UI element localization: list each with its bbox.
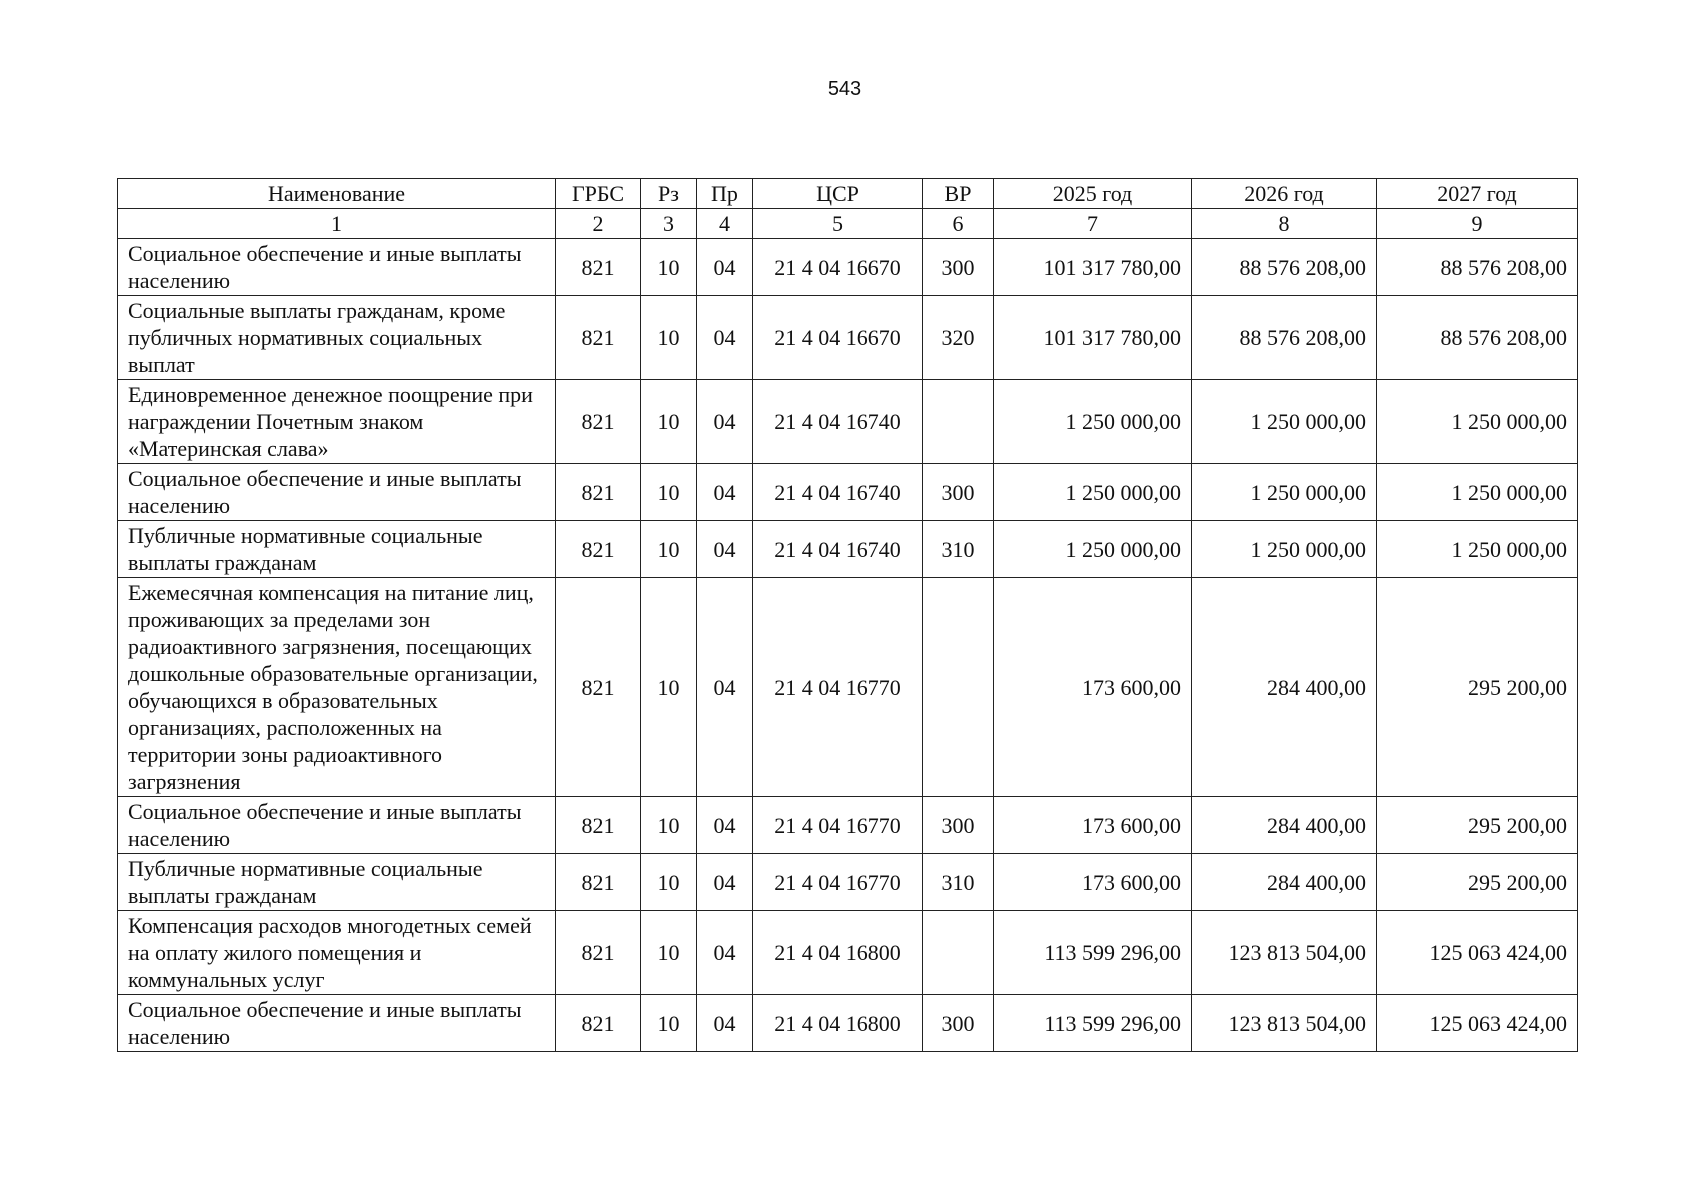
column-number: 4 xyxy=(697,209,753,239)
header-vr: ВР xyxy=(923,179,994,209)
row-vr: 320 xyxy=(923,296,994,380)
row-amount-2027: 1 250 000,00 xyxy=(1377,464,1578,521)
row-amount-2025: 1 250 000,00 xyxy=(994,464,1192,521)
column-number: 8 xyxy=(1192,209,1377,239)
table-row xyxy=(118,995,1578,1052)
row-csr: 21 4 04 16670 xyxy=(753,296,923,380)
row-rz: 10 xyxy=(641,995,697,1052)
table-row xyxy=(118,380,1578,464)
row-pr: 04 xyxy=(697,464,753,521)
row-amount-2025: 173 600,00 xyxy=(994,797,1192,854)
row-amount-2026: 1 250 000,00 xyxy=(1192,380,1377,464)
row-vr xyxy=(923,578,994,797)
header-2025: 2025 год xyxy=(994,179,1192,209)
row-amount-2026: 1 250 000,00 xyxy=(1192,521,1377,578)
row-amount-2027: 125 063 424,00 xyxy=(1377,995,1578,1052)
column-number-row xyxy=(118,209,1578,239)
column-number: 7 xyxy=(994,209,1192,239)
row-amount-2026: 284 400,00 xyxy=(1192,797,1377,854)
table-row xyxy=(118,464,1578,521)
row-vr: 300 xyxy=(923,995,994,1052)
row-name: Социальное обеспечение и иные выплаты населению xyxy=(118,995,556,1052)
row-amount-2027: 88 576 208,00 xyxy=(1377,296,1578,380)
row-vr xyxy=(923,911,994,995)
row-vr: 300 xyxy=(923,464,994,521)
table-row xyxy=(118,239,1578,296)
row-pr: 04 xyxy=(697,911,753,995)
row-vr: 310 xyxy=(923,521,994,578)
row-vr xyxy=(923,380,994,464)
page-number: 543 xyxy=(827,78,862,100)
row-name: Социальное обеспечение и иные выплаты населению xyxy=(118,239,556,296)
row-csr: 21 4 04 16770 xyxy=(753,854,923,911)
row-amount-2027: 1 250 000,00 xyxy=(1377,521,1578,578)
row-name: Социальное обеспечение и иные выплаты населению xyxy=(118,464,556,521)
row-amount-2027: 1 250 000,00 xyxy=(1377,380,1578,464)
row-grbs: 821 xyxy=(556,797,641,854)
row-amount-2025: 101 317 780,00 xyxy=(994,296,1192,380)
column-number: 9 xyxy=(1377,209,1578,239)
row-rz: 10 xyxy=(641,296,697,380)
row-amount-2026: 88 576 208,00 xyxy=(1192,296,1377,380)
row-pr: 04 xyxy=(697,521,753,578)
row-csr: 21 4 04 16800 xyxy=(753,995,923,1052)
row-pr: 04 xyxy=(697,854,753,911)
row-pr: 04 xyxy=(697,578,753,797)
header-name: Наименование xyxy=(118,179,556,209)
row-rz: 10 xyxy=(641,239,697,296)
header-2026: 2026 год xyxy=(1192,179,1377,209)
row-amount-2025: 101 317 780,00 xyxy=(994,239,1192,296)
row-name: Публичные нормативные социальные выплаты гражданам xyxy=(118,521,556,578)
row-amount-2026: 123 813 504,00 xyxy=(1192,995,1377,1052)
header-pr: Пр xyxy=(697,179,753,209)
row-amount-2027: 125 063 424,00 xyxy=(1377,911,1578,995)
header-rz: Рз xyxy=(641,179,697,209)
header-csr: ЦСР xyxy=(753,179,923,209)
row-amount-2026: 88 576 208,00 xyxy=(1192,239,1377,296)
row-name: Единовременное денежное поощрение при награждении Почетным знаком «Материнская слава» xyxy=(118,380,556,464)
row-name: Социальные выплаты гражданам, кроме публичных нормативных социальных выплат xyxy=(118,296,556,380)
row-name: Ежемесячная компенсация на питание лиц, проживающих за пределами зон радиоактивного загрязнения, посещающих дошкольные образовательные организации, обучающихся в образовательных организациях, расположенных на территории зоны радиоактивного загрязнения xyxy=(118,578,556,797)
row-grbs: 821 xyxy=(556,995,641,1052)
row-amount-2027: 295 200,00 xyxy=(1377,854,1578,911)
column-number: 3 xyxy=(641,209,697,239)
row-rz: 10 xyxy=(641,911,697,995)
column-number: 5 xyxy=(753,209,923,239)
row-amount-2025: 113 599 296,00 xyxy=(994,911,1192,995)
row-amount-2025: 1 250 000,00 xyxy=(994,380,1192,464)
row-name: Компенсация расходов многодетных семей на оплату жилого помещения и коммунальных услуг xyxy=(118,911,556,995)
header-2027: 2027 год xyxy=(1377,179,1578,209)
row-rz: 10 xyxy=(641,380,697,464)
row-amount-2026: 284 400,00 xyxy=(1192,854,1377,911)
header-row xyxy=(118,179,1578,209)
row-grbs: 821 xyxy=(556,296,641,380)
table-row xyxy=(118,296,1578,380)
row-pr: 04 xyxy=(697,239,753,296)
row-grbs: 821 xyxy=(556,380,641,464)
row-vr: 310 xyxy=(923,854,994,911)
row-name: Публичные нормативные социальные выплаты гражданам xyxy=(118,854,556,911)
row-name: Социальное обеспечение и иные выплаты населению xyxy=(118,797,556,854)
row-csr: 21 4 04 16740 xyxy=(753,464,923,521)
row-pr: 04 xyxy=(697,296,753,380)
row-amount-2025: 173 600,00 xyxy=(994,578,1192,797)
row-amount-2025: 113 599 296,00 xyxy=(994,995,1192,1052)
row-grbs: 821 xyxy=(556,239,641,296)
row-rz: 10 xyxy=(641,854,697,911)
row-csr: 21 4 04 16770 xyxy=(753,578,923,797)
row-amount-2026: 284 400,00 xyxy=(1192,578,1377,797)
row-rz: 10 xyxy=(641,797,697,854)
row-pr: 04 xyxy=(697,380,753,464)
row-amount-2027: 88 576 208,00 xyxy=(1377,239,1578,296)
row-vr: 300 xyxy=(923,239,994,296)
row-grbs: 821 xyxy=(556,911,641,995)
row-rz: 10 xyxy=(641,578,697,797)
row-csr: 21 4 04 16740 xyxy=(753,380,923,464)
row-amount-2027: 295 200,00 xyxy=(1377,578,1578,797)
table-row xyxy=(118,797,1578,854)
row-grbs: 821 xyxy=(556,464,641,521)
budget-table xyxy=(117,178,1578,1052)
row-grbs: 821 xyxy=(556,854,641,911)
header-grbs: ГРБС xyxy=(556,179,641,209)
row-pr: 04 xyxy=(697,995,753,1052)
column-number: 6 xyxy=(923,209,994,239)
row-csr: 21 4 04 16670 xyxy=(753,239,923,296)
row-csr: 21 4 04 16740 xyxy=(753,521,923,578)
table-row xyxy=(118,854,1578,911)
table-row xyxy=(118,521,1578,578)
row-amount-2026: 123 813 504,00 xyxy=(1192,911,1377,995)
table-row xyxy=(118,911,1578,995)
row-csr: 21 4 04 16800 xyxy=(753,911,923,995)
row-rz: 10 xyxy=(641,464,697,521)
row-csr: 21 4 04 16770 xyxy=(753,797,923,854)
row-rz: 10 xyxy=(641,521,697,578)
row-pr: 04 xyxy=(697,797,753,854)
row-grbs: 821 xyxy=(556,521,641,578)
row-amount-2025: 173 600,00 xyxy=(994,854,1192,911)
row-amount-2025: 1 250 000,00 xyxy=(994,521,1192,578)
column-number: 1 xyxy=(118,209,556,239)
column-number: 2 xyxy=(556,209,641,239)
table-row xyxy=(118,578,1578,797)
row-amount-2026: 1 250 000,00 xyxy=(1192,464,1377,521)
row-amount-2027: 295 200,00 xyxy=(1377,797,1578,854)
row-grbs: 821 xyxy=(556,578,641,797)
row-vr: 300 xyxy=(923,797,994,854)
